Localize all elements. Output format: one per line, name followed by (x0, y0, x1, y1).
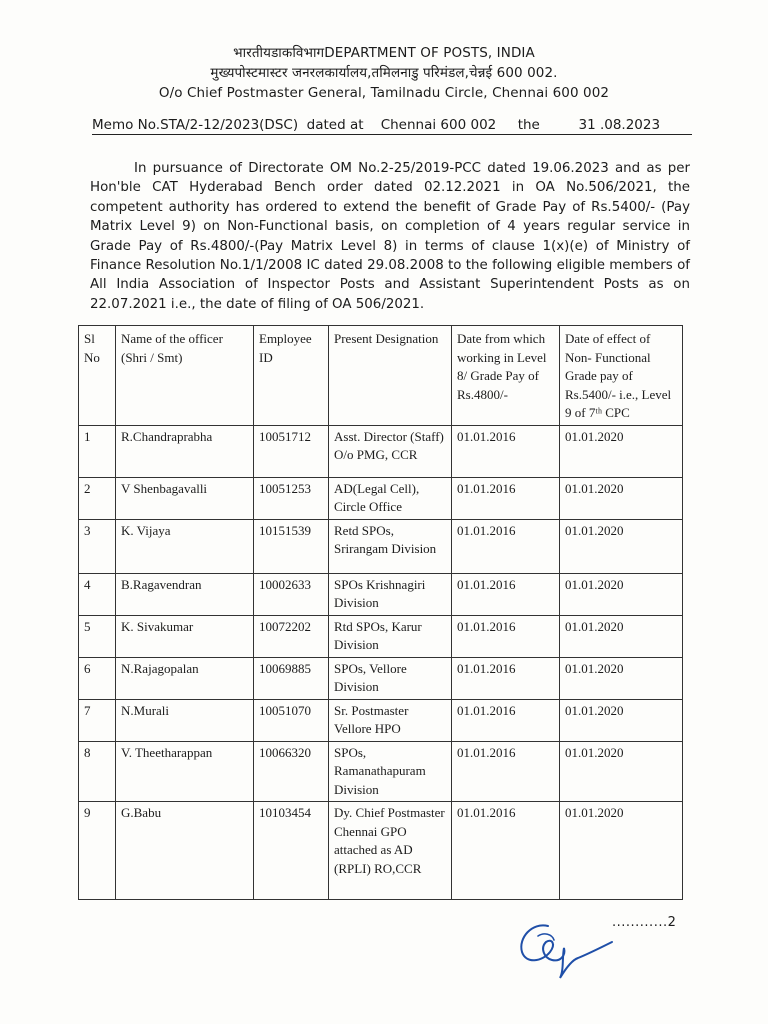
table-header-row (79, 326, 683, 426)
cell-date-of-effect: 01.01.2020 (560, 699, 683, 741)
cell-employee-id: 10051070 (254, 699, 329, 741)
table-row (79, 615, 683, 657)
cell-employee-id: 10072202 (254, 615, 329, 657)
cell-sl-no: 5 (79, 615, 116, 657)
cell-officer-name: R.Chandraprabha (116, 425, 254, 477)
cell-employee-id: 10151539 (254, 519, 329, 573)
office-header-hindi: मुख्यपोस्टमास्टर जनरलकार्यालय,तमिलनाडु परिमंडल,चेन्नई 600 002. (210, 65, 558, 81)
cell-date-from: 01.01.2016 (452, 657, 560, 699)
header-date-from: Date from which working in Level 8/ Grade Pay of Rs.4800/- (452, 326, 560, 426)
cell-date-from: 01.01.2016 (452, 699, 560, 741)
cell-date-of-effect: 01.01.2020 (560, 802, 683, 900)
cell-sl-no: 6 (79, 657, 116, 699)
table-row (79, 573, 683, 615)
cell-sl-no: 4 (79, 573, 116, 615)
cell-designation: AD(Legal Cell), Circle Office (329, 477, 452, 519)
cell-date-of-effect: 01.01.2020 (560, 519, 683, 573)
department-header-line: भारतीयडाकविभागDEPARTMENT OF POSTS, INDIA (233, 45, 535, 61)
cell-date-of-effect: 01.01.2020 (560, 615, 683, 657)
cell-sl-no: 2 (79, 477, 116, 519)
cell-sl-no: 7 (79, 699, 116, 741)
cell-designation: SPOs, Vellore Division (329, 657, 452, 699)
table-header (79, 326, 683, 426)
cell-officer-name: G.Babu (116, 802, 254, 900)
cell-date-from: 01.01.2016 (452, 802, 560, 900)
cell-date-of-effect: 01.01.2020 (560, 657, 683, 699)
memo-reference-line: Memo No.STA/2-12/2023(DSC) dated at Chennai 600 002 the 31 .08.2023 (92, 116, 692, 135)
cell-date-from: 01.01.2016 (452, 519, 560, 573)
cell-employee-id: 10051712 (254, 425, 329, 477)
table-row (79, 519, 683, 573)
signature-flourish (538, 934, 554, 940)
cell-designation: Dy. Chief Postmaster Chennai GPO attached as AD (RPLI) RO,CCR (329, 802, 452, 900)
cell-sl-no: 3 (79, 519, 116, 573)
header-date-of-effect: Date of effect of Non- Functional Grade pay of Rs.5400/- i.e., Level 9 of 7ᵗʰ CPC (560, 326, 683, 426)
page-continuation-marker: ............2 (612, 915, 677, 930)
office-header-english: O/o Chief Postmaster General, Tamilnadu Circle, Chennai 600 002 (158, 85, 610, 101)
cell-date-from: 01.01.2016 (452, 425, 560, 477)
cell-employee-id: 10069885 (254, 657, 329, 699)
cell-sl-no: 1 (79, 425, 116, 477)
table-row (79, 477, 683, 519)
cell-sl-no: 8 (79, 741, 116, 802)
header-present-designation: Present Designation (329, 326, 452, 426)
cell-date-from: 01.01.2016 (452, 573, 560, 615)
cell-date-from: 01.01.2016 (452, 477, 560, 519)
memo-body-paragraph: In pursuance of Directorate OM No.2-25/2019-PCC dated 19.06.2023 and as per Hon'ble CAT Hyderabad Bench order dated 02.12.2021 in OA No.506/2021, the competent authority has ordered to extend the benefit of Grade Pay of Rs.5400/- (Pay Matrix Level 9) on Non-Functional basis, on completion of 4 years regular service in Grade Pay of Rs.4800/-(Pay Matrix Level 8) in terms of clause 1(x)(e) of Ministry of Finance Resolution No.1/1/2008 IC dated 29.08.2008 to the following eligible members of All India Association of Inspector Posts and Assistant Superintendent Posts as on 22.07.2021 i.e., the date of filing of OA 506/2021. (90, 161, 690, 312)
cell-officer-name: V. Theetharappan (116, 741, 254, 802)
cell-employee-id: 10066320 (254, 741, 329, 802)
header-employee-id: Employee ID (254, 326, 329, 426)
cell-date-from: 01.01.2016 (452, 615, 560, 657)
cell-employee-id: 10002633 (254, 573, 329, 615)
table-row (79, 741, 683, 802)
cell-designation: Asst. Director (Staff) O/o PMG, CCR (329, 425, 452, 477)
table-row (79, 699, 683, 741)
header-officer-name: Name of the officer (Shri / Smt) (116, 326, 254, 426)
signature-stroke (521, 925, 612, 978)
cell-designation: SPOs, Ramanathapuram Division (329, 741, 452, 802)
cell-designation: SPOs Krishnagiri Division (329, 573, 452, 615)
cell-officer-name: N.Rajagopalan (116, 657, 254, 699)
cell-date-of-effect: 01.01.2020 (560, 741, 683, 802)
cell-date-from: 01.01.2016 (452, 741, 560, 802)
cell-date-of-effect: 01.01.2020 (560, 477, 683, 519)
cell-designation: Rtd SPOs, Karur Division (329, 615, 452, 657)
cell-date-of-effect: 01.01.2020 (560, 573, 683, 615)
cell-officer-name: B.Ragavendran (116, 573, 254, 615)
cell-designation: Sr. Postmaster Vellore HPO (329, 699, 452, 741)
table-row (79, 802, 683, 900)
table-row (79, 657, 683, 699)
officers-table (78, 325, 683, 900)
cell-employee-id: 10051253 (254, 477, 329, 519)
cell-officer-name: K. Vijaya (116, 519, 254, 573)
cell-officer-name: N.Murali (116, 699, 254, 741)
header-sl-no: Sl No (79, 326, 116, 426)
cell-employee-id: 10103454 (254, 802, 329, 900)
handwritten-signature (508, 912, 618, 984)
cell-sl-no: 9 (79, 802, 116, 900)
table-body (79, 425, 683, 900)
cell-officer-name: K. Sivakumar (116, 615, 254, 657)
table-row (79, 425, 683, 477)
cell-date-of-effect: 01.01.2020 (560, 425, 683, 477)
cell-designation: Retd SPOs, Srirangam Division (329, 519, 452, 573)
cell-officer-name: V Shenbagavalli (116, 477, 254, 519)
